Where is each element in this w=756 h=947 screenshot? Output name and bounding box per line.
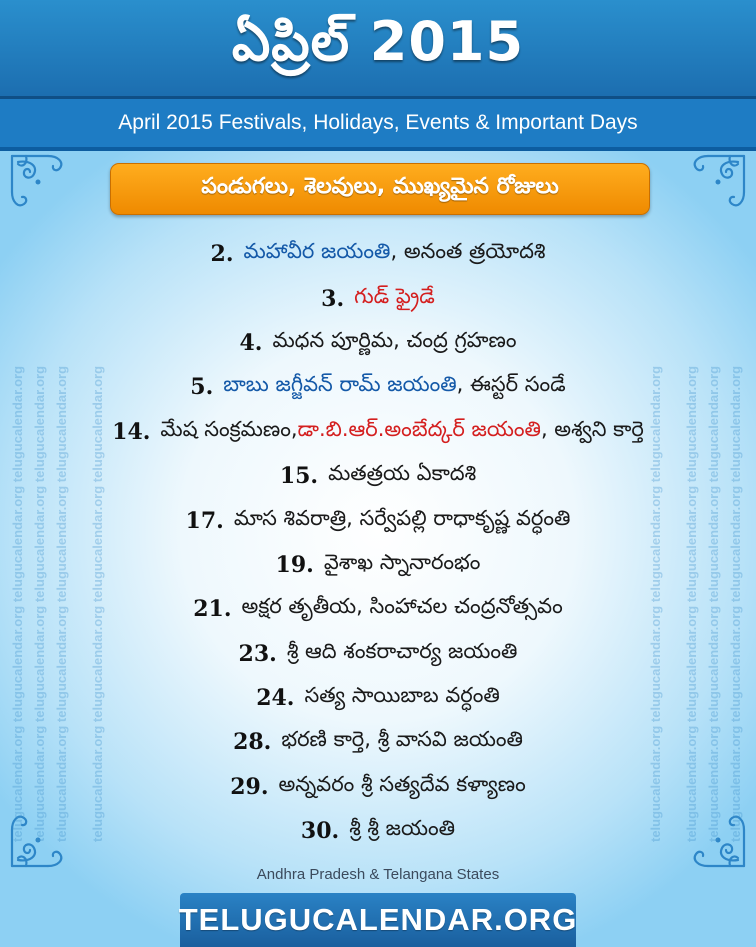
event-text: గుడ్ ఫ్రైడే (354, 283, 435, 308)
event-day: 2. (210, 241, 234, 268)
event-text: సత్య సాయిబాబ వర్ధంతి (304, 683, 500, 708)
watermark-text: telugucalendar.org telugucalendar.org telugucalendar.org telugucalendar.org (648, 365, 663, 842)
event-text: శ్రీ శ్రీ జయంతి (349, 816, 456, 841)
event-day: 24. (256, 685, 295, 712)
event-row (40, 587, 716, 631)
event-text: , అనంత త్రయోదశి (390, 239, 546, 264)
event-row (40, 232, 716, 276)
event-text: మతత్రయ ఏకాదశి (328, 461, 477, 486)
event-row (40, 498, 716, 542)
event-row (40, 365, 716, 409)
event-day: 4. (239, 329, 263, 356)
event-row (40, 720, 716, 764)
event-row (40, 809, 716, 853)
event-day: 28. (233, 729, 272, 756)
corner-ornament-icon (8, 152, 76, 220)
watermark-text: telugucalendar.org telugucalendar.org telugucalendar.org telugucalendar.org (90, 365, 105, 842)
event-row (40, 410, 716, 454)
header-banner (0, 0, 756, 99)
event-day: 15. (279, 463, 319, 490)
event-text: అక్షర తృతీయ, సింహాచల చంద్రనోత్సవం (241, 594, 563, 619)
watermark-text: telugucalendar.org telugucalendar.org telugucalendar.org telugucalendar.org (728, 365, 743, 842)
event-text: మేష సంక్రమణం, (160, 416, 298, 441)
event-text: మధన పూర్ణిమ, చంద్ర గ్రహణం (272, 327, 517, 352)
event-day: 17. (185, 507, 224, 534)
event-text: అన్నవరం శ్రీ సత్యదేవ కళ్యాణం (278, 771, 526, 796)
event-text: , ఈస్టర్ సండే (456, 372, 566, 397)
watermark-text: telugucalendar.org telugucalendar.org telugucalendar.org telugucalendar.org (10, 365, 25, 842)
region-note: Andhra Pradesh & Telangana States (256, 866, 500, 883)
event-day: 29. (230, 773, 269, 800)
event-row (40, 632, 716, 676)
event-text: , అశ్వని కార్తె (540, 416, 644, 441)
event-day: 23. (238, 640, 277, 667)
page-subtitle: April 2015 Festivals, Holidays, Events & Important Days (118, 111, 638, 134)
section-header (110, 163, 650, 215)
event-row (40, 543, 716, 587)
watermark-text: telugucalendar.org telugucalendar.org telugucalendar.org telugucalendar.org (32, 365, 47, 842)
event-text: బాబు జగ్జీవన్ రామ్ జయంతి (223, 372, 457, 397)
event-text: మాస శివరాత్రి, సర్వేపల్లి రాధాకృష్ణ వర్ధంతి (233, 505, 571, 530)
event-row (40, 676, 716, 720)
event-day: 14. (112, 418, 151, 445)
event-text: వైశాఖ స్నానారంభం (323, 549, 481, 574)
subheader-banner (0, 99, 756, 151)
watermark-text: telugucalendar.org telugucalendar.org telugucalendar.org telugucalendar.org (706, 365, 721, 842)
brand-link[interactable]: TELUGUCALENDAR.ORG (178, 902, 578, 937)
event-row (40, 276, 716, 320)
watermark-text: telugucalendar.org telugucalendar.org telugucalendar.org telugucalendar.org (684, 365, 699, 842)
event-text: డా.బి.ఆర్.అంబేద్కర్ జయంతి (297, 416, 541, 441)
event-day: 21. (193, 596, 232, 623)
events-list (40, 232, 716, 853)
event-text: భరణి కార్తె, శ్రీ వాసవి జయంతి (281, 727, 523, 752)
brand-bar[interactable] (180, 893, 576, 947)
event-text: శ్రీ ఆది శంకరాచార్య జయంతి (286, 638, 518, 663)
event-day: 19. (275, 551, 314, 578)
event-row (40, 765, 716, 809)
section-title: పండుగలు, శెలవులు, ముఖ్యమైన రోజులు (201, 174, 559, 199)
event-day: 30. (300, 818, 340, 845)
event-day: 5. (190, 374, 214, 401)
corner-ornament-icon (680, 152, 748, 220)
event-row (40, 454, 716, 498)
event-day: 3. (321, 285, 345, 312)
event-row (40, 321, 716, 365)
watermark-text: telugucalendar.org telugucalendar.org telugucalendar.org telugucalendar.org (54, 365, 69, 842)
event-text: మహావీర జయంతి (243, 239, 391, 264)
page-title: ఏప్రిల్ 2015 (231, 9, 525, 73)
